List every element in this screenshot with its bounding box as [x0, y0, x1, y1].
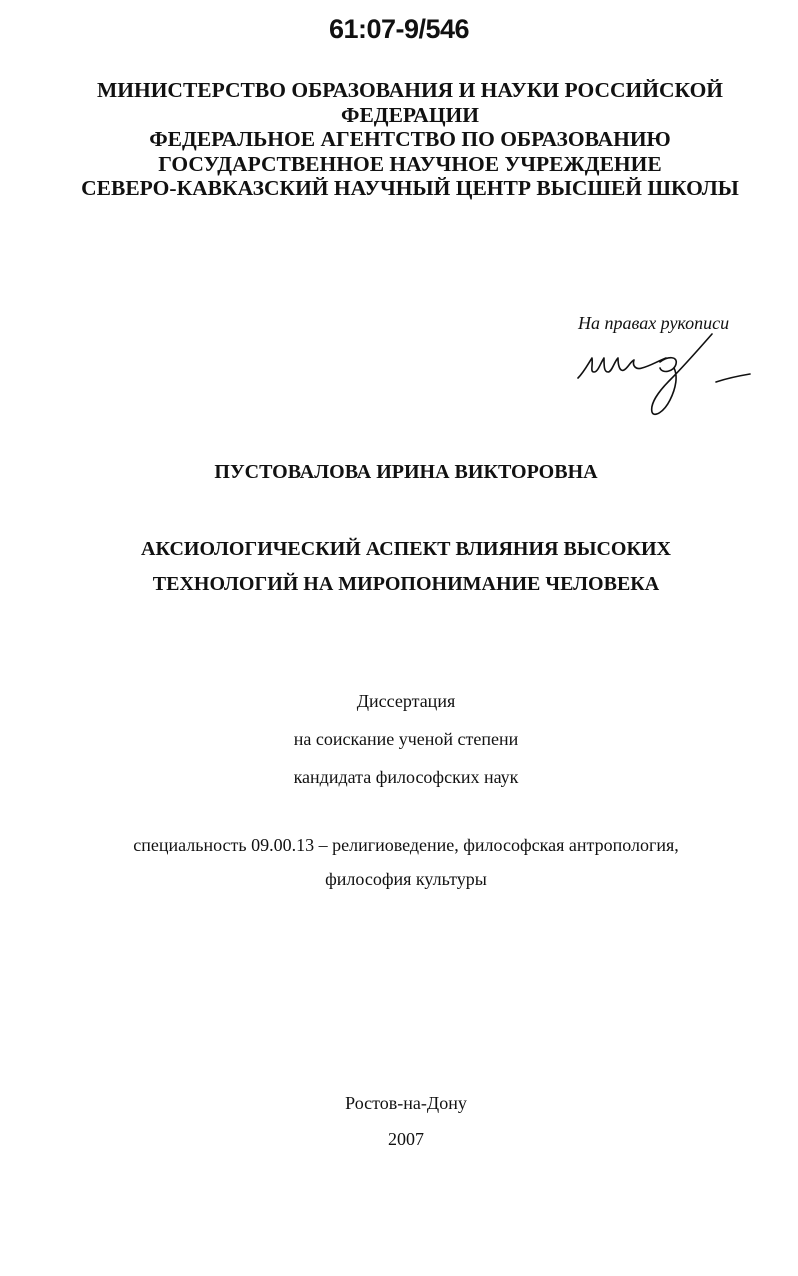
organization-block [60, 78, 760, 201]
organization-line: ФЕДЕРАЦИИ [340, 102, 480, 127]
organization-line: ГОСУДАРСТВЕННОЕ НАУЧНОЕ УЧРЕЖДЕНИЕ [158, 151, 662, 176]
place-and-year [0, 1085, 798, 1157]
dissertation-title [0, 532, 798, 602]
degree-line: Диссертация [356, 691, 456, 711]
specialty-block [0, 828, 798, 896]
year: 2007 [388, 1129, 424, 1149]
title-line: АКСИОЛОГИЧЕСКИЙ АСПЕКТ ВЛИЯНИЯ ВЫСОКИХ [141, 538, 671, 560]
author-name: ПУСТОВАЛОВА ИРИНА ВИКТОРОВНА [214, 461, 598, 483]
specialty-line: философия культуры [325, 869, 487, 889]
organization-line: ФЕДЕРАЛЬНОЕ АГЕНТСТВО ПО ОБРАЗОВАНИЮ [149, 127, 671, 151]
degree-line: кандидата философских наук [293, 767, 519, 787]
city: Ростов-на-Дону [345, 1093, 467, 1113]
organization-line: МИНИСТЕРСТВО ОБРАЗОВАНИЯ И НАУКИ РОССИЙСКОЙ [96, 78, 724, 102]
organization-line: СЕВЕРО-КАВКАЗСКИЙ НАУЧНЫЙ ЦЕНТР ВЫСШЕЙ ШКОЛЫ [81, 176, 739, 200]
degree-block [0, 682, 798, 796]
title-line: ТЕХНОЛОГИЙ НА МИРОПОНИМАНИЕ ЧЕЛОВЕКА [152, 573, 660, 595]
specialty-line: специальность 09.00.13 – религиоведение, философская антропология, [133, 835, 679, 855]
degree-line: на соискание ученой степени [293, 729, 519, 749]
handwritten-signature-icon [570, 328, 760, 420]
manuscript-rights-note: На правах рукописи [578, 313, 730, 333]
catalog-code: 61:07-9/546 [328, 14, 470, 44]
